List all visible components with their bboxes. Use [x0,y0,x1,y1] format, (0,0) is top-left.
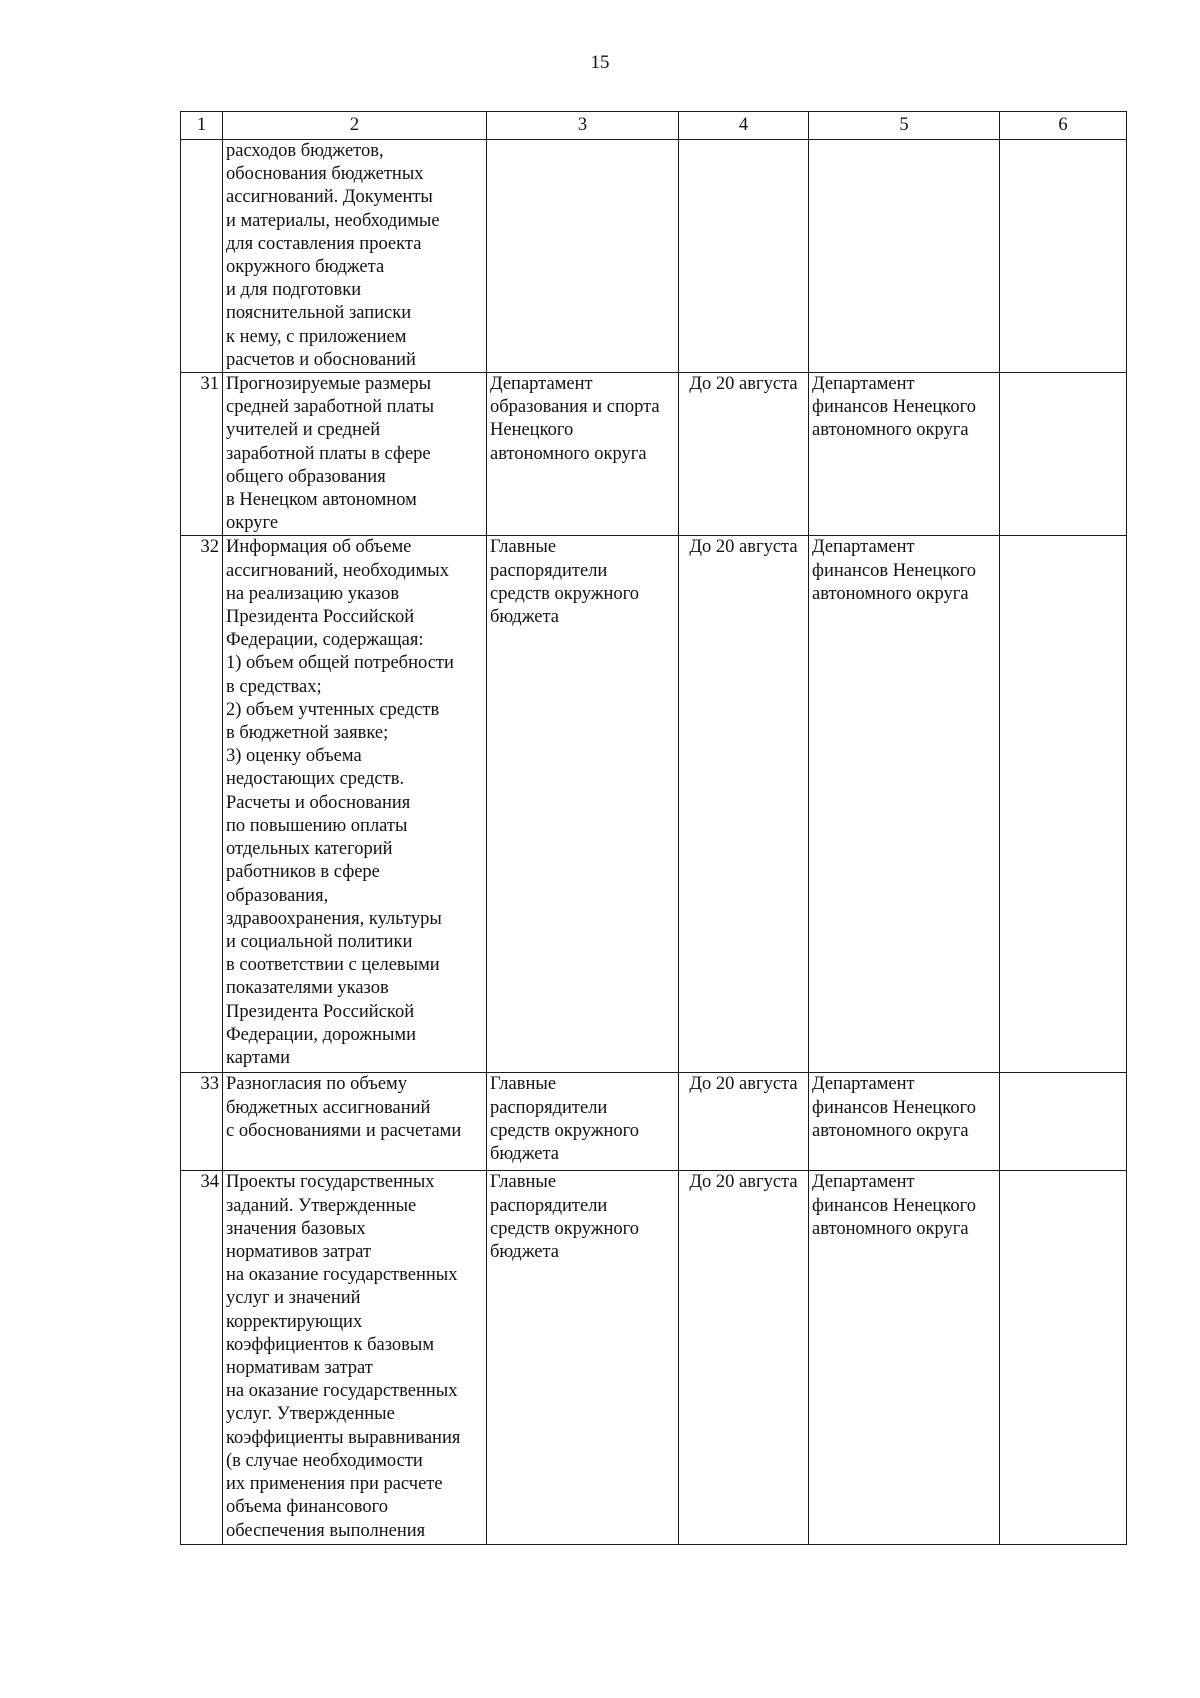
row-deadline: До 20 августа [679,1171,809,1545]
row-responsible: Главные распорядители средств окружного бюджета [487,1171,679,1545]
row-recipient: Департамент финансов Ненецкого автономного округа [809,373,1000,536]
table-row [181,1073,1127,1171]
row-description: Информация об объеме ассигнований, необходимых на реализацию указов Президента Российской Федерации, содержащая: 1) объем общей потребности в средствах; 2) объем учтенных средств в бюджетной заявке; 3) оценку объема недостающих средств. Расчеты и обоснования по повышению оплаты отдельных категорий работников в сфере образования, здравоохранения, культуры и социальной политики в соответствии с целевыми показателями указов Президента Российской Федерации, дорожными картами [223,536,487,1073]
row-responsible: Главные распорядители средств окружного бюджета [487,1073,679,1171]
row-responsible [487,140,679,373]
table-row [181,536,1127,1073]
row-note [1000,1073,1127,1171]
column-header-1: 1 [181,112,223,140]
row-description: Разногласия по объему бюджетных ассигнований с обоснованиями и расчетами [223,1073,487,1171]
column-header-6: 6 [1000,112,1127,140]
row-description: Прогнозируемые размеры средней заработной платы учителей и средней заработной платы в сфере общего образования в Ненецком автономном округе [223,373,487,536]
column-header-2: 2 [223,112,487,140]
row-note [1000,373,1127,536]
row-description: расходов бюджетов, обоснования бюджетных ассигнований. Документы и материалы, необходимые для составления проекта окружного бюджета и для подготовки пояснительной записки к нему, с приложением расчетов и обоснований [223,140,487,373]
row-note [1000,536,1127,1073]
row-responsible: Главные распорядители средств окружного бюджета [487,536,679,1073]
row-number [181,140,223,373]
row-deadline: До 20 августа [679,373,809,536]
row-recipient: Департамент финансов Ненецкого автономного округа [809,536,1000,1073]
row-description: Проекты государственных заданий. Утвержденные значения базовых нормативов затрат на оказание государственных услуг и значений корректирующих коэффициентов к базовым нормативам затрат на оказание государственных услуг. Утвержденные коэффициенты выравнивания (в случае необходимости их применения при расчете объема финансового обеспечения выполнения [223,1171,487,1545]
row-number: 34 [181,1171,223,1545]
row-number: 31 [181,373,223,536]
row-deadline: До 20 августа [679,1073,809,1171]
column-header-4: 4 [679,112,809,140]
row-responsible: Департамент образования и спорта Ненецкого автономного округа [487,373,679,536]
row-recipient [809,140,1000,373]
row-number: 33 [181,1073,223,1171]
column-header-3: 3 [487,112,679,140]
row-number: 32 [181,536,223,1073]
row-deadline [679,140,809,373]
table-row [181,373,1127,536]
row-note [1000,140,1127,373]
row-recipient: Департамент финансов Ненецкого автономного округа [809,1073,1000,1171]
row-deadline: До 20 августа [679,536,809,1073]
page-number: 15 [590,52,610,73]
column-header-5: 5 [809,112,1000,140]
header-row [181,112,1127,140]
schedule-table [180,111,1127,1545]
row-note [1000,1171,1127,1545]
table-row [181,140,1127,373]
table-row [181,1171,1127,1545]
row-recipient: Департамент финансов Ненецкого автономного округа [809,1171,1000,1545]
